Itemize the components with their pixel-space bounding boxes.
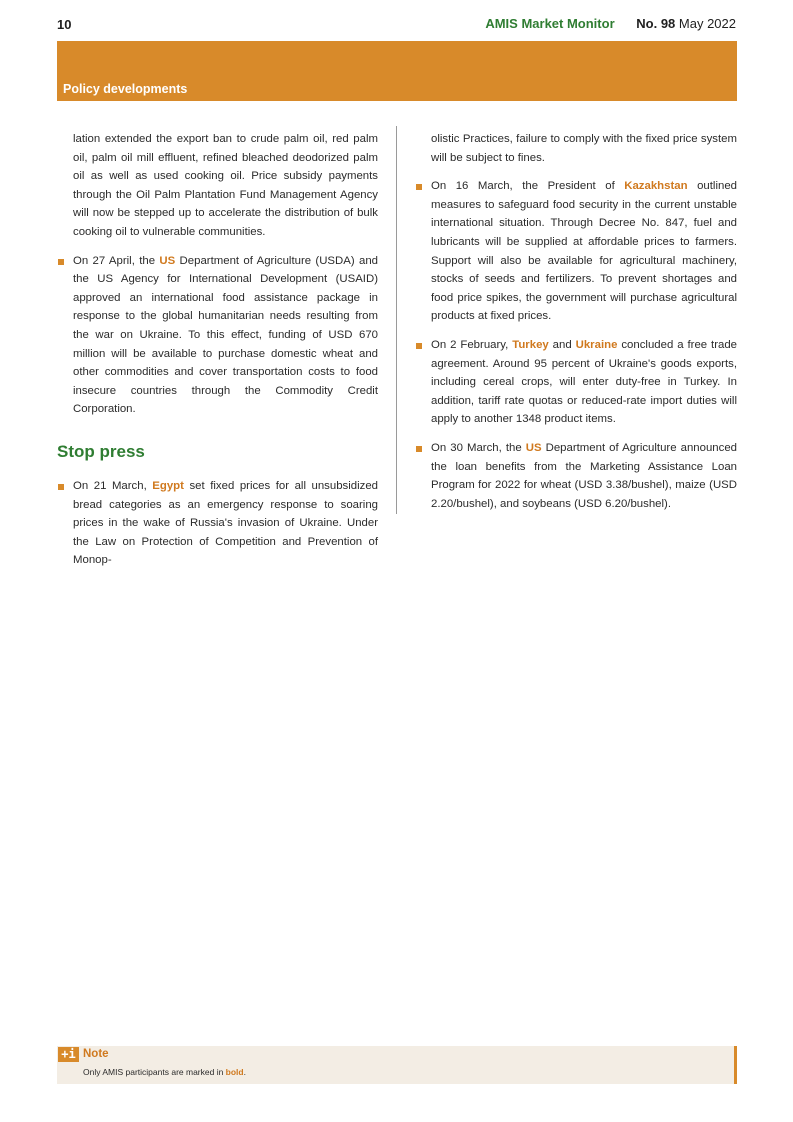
note-title: Note [83, 1048, 109, 1060]
list-item: On 2 February, Turkey and Ukraine concluded a free trade agreement. Around 95 percent of Ukraine's goods exports, including cereal crops, will enter duty-free in Turkey. In addition, tariff rate quotas or reduced-rate import duties will apply to another 1348 product items. [415, 336, 737, 429]
list-item: On 27 April, the US Department of Agriculture (USDA) and the US Agency for International Development (USAID) approved an international food assistance package in response to the global humanitarian needs resulting from the war on Ukraine. To this effect, funding of USD 670 million will be available to purchase domestic wheat and other commodities and cover transportation costs to food insecure countries through the Commodity Credit Corporation. [57, 252, 378, 419]
issue-date: May 2022 [678, 16, 736, 31]
left-column [57, 130, 378, 570]
page-number: 10 [57, 17, 72, 32]
country-highlight: US [159, 254, 176, 267]
running-header [485, 16, 736, 31]
list-item: On 30 March, the US Department of Agriculture announced the loan benefits from the Marketing Assistance Loan Program for 2022 for wheat (USD 3.38/bushel), maize (USD 2.20/bushel), and soybeans (USD 6.20/bushel). [415, 439, 737, 513]
issue-number: No. 98 [636, 16, 676, 31]
right-column [415, 130, 737, 513]
country-highlight: US [525, 441, 542, 454]
note-box [57, 1046, 737, 1084]
column-divider [396, 126, 397, 514]
continued-paragraph: lation extended the export ban to crude palm oil, red palm oil, palm oil mill effluent, refined bleached deodorized palm oil as well as used cooking oil. Price subsidy payments through the Oil Palm Plantation Fund Management Agency will now be stepped up to accelerate the distribution of bulk cooking oil to vulnerable communities. [73, 133, 378, 238]
note-bold-word: bold [225, 1067, 244, 1077]
info-icon: +i [58, 1047, 79, 1062]
bullet-square-icon [58, 484, 64, 490]
section-title: Policy developments [63, 82, 188, 96]
country-highlight: Ukraine [575, 338, 618, 351]
note-text: Only AMIS participants are marked in bold. [83, 1067, 246, 1077]
list-item: On 21 March, Egypt set fixed prices for all unsubsidized bread categories as an emergency response to soaring prices in the wake of Russia's invasion of Ukraine. Under the Law on Protection of Competition and Prevention of Monop- [57, 477, 378, 570]
country-highlight: Turkey [512, 338, 549, 351]
continued-paragraph: olistic Practices, failure to comply with the fixed price system will be subject to fines. [431, 133, 737, 164]
bullet-square-icon [416, 446, 422, 452]
stop-press-heading: Stop press [57, 441, 145, 461]
publication-title: AMIS Market Monitor [485, 16, 615, 31]
section-banner [57, 41, 737, 101]
country-highlight: Egypt [152, 479, 184, 492]
country-highlight: Kazakhstan [624, 180, 688, 193]
bullet-square-icon [58, 259, 64, 265]
bullet-square-icon [416, 184, 422, 190]
list-item: On 16 March, the President of Kazakhstan outlined measures to safeguard food security in the current unstable international situation. Through Decree No. 847, fuel and lubricants will be supplied at affordable prices to farmers. Support will also be available for agricultural machinery, stocks of seeds and fertilizers. To prevent shortages and food price spikes, the government will purchase agricultural products at fixed prices. [415, 177, 737, 326]
bullet-square-icon [416, 343, 422, 349]
